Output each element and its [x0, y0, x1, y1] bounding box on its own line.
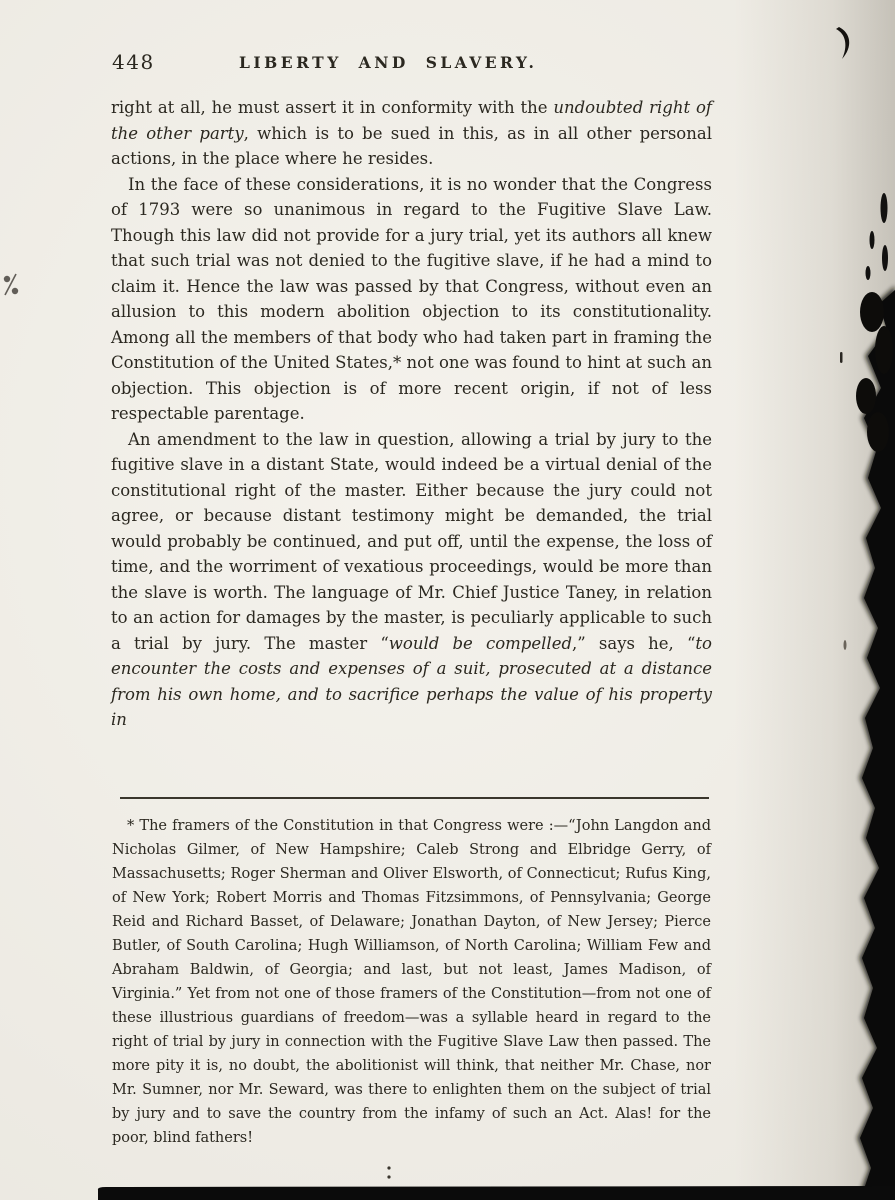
text-run: In the face of these considerations, it is no wonder that the Congress of 1793 were so unanimous in regard to the Fugitive Slave Law. Though this law did not provide for a jury trial, yet its authors all knew that such trial was not denied to the fugitive slave, if he had a mind to claim it. Hence the law was passed by that Congress, without even an allusion to this modern abolition objection to its constitutionality. Among all the members of that body who had taken part in framing the Constitution of the United States,* not one was found to hint at such an objection. This objection is of more recent origin, if not of less respectable parentage. [111, 174, 712, 423]
ink-dashes-right-margin [840, 193, 888, 650]
paragraph [111, 95, 712, 172]
text-run: An amendment to the law in question, allowing a trial by jury to the fugitive slave in a distant State, would indeed be a virtual denial of the constitutional right of the master. Either because the jury could not agree, or because distant testimony might be demanded, the trial would probably be continued, and put off, until the expense, the loss of time, and the worriment of vexatious proceedings, would be more than the slave is worth. The language of Mr. Chief Justice Taney, in relation to an action for damages by the master, is peculiarly applicable to such a trial by jury. The master “ [111, 429, 712, 653]
scan-artifact-bottom-bar [98, 1186, 895, 1200]
footnote-paragraph [112, 814, 711, 1150]
ink-speck-bottom-center [387, 1166, 390, 1178]
text-run: , which is to be sued in this, as in all other personal actions, in the place where he resides. [111, 123, 712, 168]
text-run: ,” says he, “ [572, 633, 696, 653]
page-header [112, 48, 712, 82]
text-run: * The framers of the Constitution in that Congress were :—“John Langdon and Nicholas Gilmer, of New Hampshire; Caleb Strong and Elbridge Gerry, of Massachusetts; Roger Sherman and Oliver Elsworth, of Connecticut; Rufus King, of New York; Robert Morris and Thomas Fitzsimmons, of Pennsylvania; George Reid and Richard Basset, of Delaware; Jonathan Dayton, of New Jersey; Pierce Butler, of South Carolina; Hugh Williamson, of North Carolina; William Few and Abraham Baldwin, of Georgia; and last, but not least, James Madison, of Virginia.” Yet from not one of those framers of the Constitution—from not one of these illustrious guardians of freedom—was a syllable heard in regard to the right of trial by jury in connection with the Fugitive Slave Law then passed. The more pity it is, no doubt, the abolitionist will think, that neither Mr. Chase, nor Mr. Sumner, nor Mr. Seward, was there to enlighten them on the subject of trial by jury and to save the country from the infamy of such an Act. Alas! for the poor, blind fathers! [112, 818, 711, 1146]
running-title: LIBERTY AND SLAVERY. [239, 53, 538, 72]
ink-speck-top-right [836, 27, 849, 59]
footnote-text [112, 814, 711, 1150]
scan-artifact-right-edge [856, 286, 895, 1200]
paragraph [111, 172, 712, 427]
text-run: to encounter the costs and expenses of a suit, prosecuted at a distance from his own home, and to sacrifice perhaps the value of his property in [111, 633, 712, 729]
paragraph [111, 427, 712, 733]
page-number: 448 [112, 50, 155, 74]
body-text [111, 95, 712, 733]
text-run: undoubted right of the other party [111, 98, 712, 143]
text-run: right at all, he must assert it in conformity with the [111, 98, 554, 117]
footnote-rule [120, 797, 709, 799]
text-run: would be compelled [388, 633, 573, 653]
ink-speck-left-margin [4, 274, 18, 295]
